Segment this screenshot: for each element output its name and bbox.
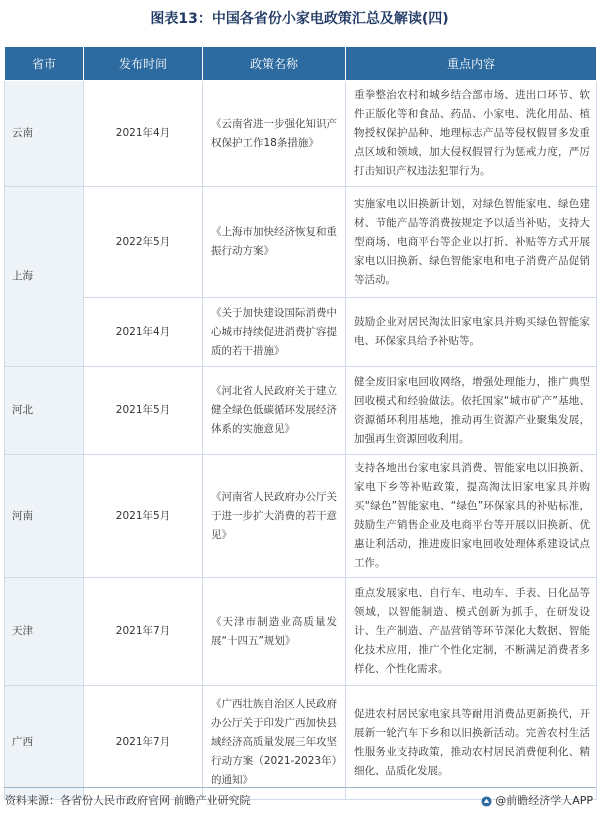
province-cell: 云南 [5,81,84,187]
content-cell: 实施家电以旧换新计划，对绿色智能家电、绿色建材、节能产品等消费按规定予以适当补贴，支持大型商场、电商平台等企业以打折、补贴等方式开展家电以旧换新、绿色智能家电和电子消费产品促销等活动。 [346,187,597,298]
table-row [5,578,597,686]
policy-table [4,46,597,800]
date-cell: 2021年5月 [84,455,203,578]
policy-name-cell: 《广西壮族自治区人民政府办公厅关于印发广西加快县域经济高质量发展三年攻坚行动方案（2021-2023年）的通知》 [203,686,346,800]
date-cell: 2021年4月 [84,81,203,187]
policy-name-cell: 《上海市加快经济恢复和重振行动方案》 [203,187,346,298]
footer-divider [4,787,596,788]
province-cell: 河北 [5,367,84,455]
header-key-content: 重点内容 [346,47,597,81]
date-cell: 2021年7月 [84,578,203,686]
source-note: 资料来源：各省份人民市政府官网 前瞻产业研究院 [5,794,251,807]
header-province: 省市 [5,47,84,81]
content-cell: 健全废旧家电回收网络，增强处理能力，推广典型回收模式和经验做法。依托国家“城市矿产”基地、资源循环利用基地，推动再生资源产业聚集发展，加强再生资源回收利用。 [346,367,597,455]
content-cell: 重拳整治农村和城乡结合部市场、进出口环节、软件正版化等和食品、药品、小家电、洗化用品、植物授权保护品种、地理标志产品等侵权假冒多发重点区域和领域，加大侵权假冒行为惩戒力度，严厉打击知识产权违法犯罪行为。 [346,81,597,187]
page-title: 图表13：中国各省份小家电政策汇总及解读(四) [150,11,449,27]
table-row [5,298,597,367]
content-cell: 促进农村居民家电家具等耐用消费品更新换代，开展新一轮汽车下乡和以旧换新活动。完善农村生活性服务业支持政策，推动农村居民消费便利化、精细化、品质化发展。 [346,686,597,800]
table-row [5,367,597,455]
content-cell: 鼓励企业对居民淘汰旧家电家具并购买绿色智能家电、环保家具给予补贴等。 [346,298,597,367]
content-cell: 重点发展家电、自行车、电动车、手表、日化品等领域，以智能制造、模式创新为抓手，在研发设计、生产制造、产品营销等环节深化大数据、智能化技术应用，推广个性化定制，不断满足消费者多样化、个性化需求。 [346,578,597,686]
province-cell: 河南 [5,455,84,578]
policy-name-cell: 《天津市制造业高质量发展“十四五”规划》 [203,578,346,686]
policy-name-cell: 《关于加快建设国际消费中心城市持续促进消费扩容提质的若干措施》 [203,298,346,367]
date-cell: 2021年5月 [84,367,203,455]
table-row [5,81,597,187]
province-cell: 天津 [5,578,84,686]
table-row [5,455,597,578]
table-row [5,686,597,800]
content-cell: 支持各地出台家电家具消费、智能家电以旧换新、家电下乡等补贴政策，提高淘汰旧家电家具并购买“绿色”智能家电、“绿色”环保家具的补贴标准，鼓励生产销售企业及电商平台等开展以旧换新、优惠让利活动，推进废旧家电回收处理体系建设试点工作。 [346,455,597,578]
date-cell: 2021年7月 [84,686,203,800]
policy-name-cell: 《河南省人民政府办公厅关于进一步扩大消费的若干意见》 [203,455,346,578]
header-policy-name: 政策名称 [203,47,346,81]
brand-label: @前瞻经济学人APP [495,794,593,807]
table-header-row [5,47,597,81]
brand-credit [481,792,593,810]
date-cell: 2022年5月 [84,187,203,298]
policy-name-cell: 《云南省进一步强化知识产权保护工作18条措施》 [203,81,346,187]
policy-name-cell: 《河北省人民政府关于建立健全绿色低碳循环发展经济体系的实施意见》 [203,367,346,455]
header-date: 发布时间 [84,47,203,81]
province-cell: 广西 [5,686,84,800]
date-cell: 2021年4月 [84,298,203,367]
qianzhan-logo-icon [481,796,492,807]
province-cell: 上海 [5,187,84,367]
table-row [5,187,597,298]
